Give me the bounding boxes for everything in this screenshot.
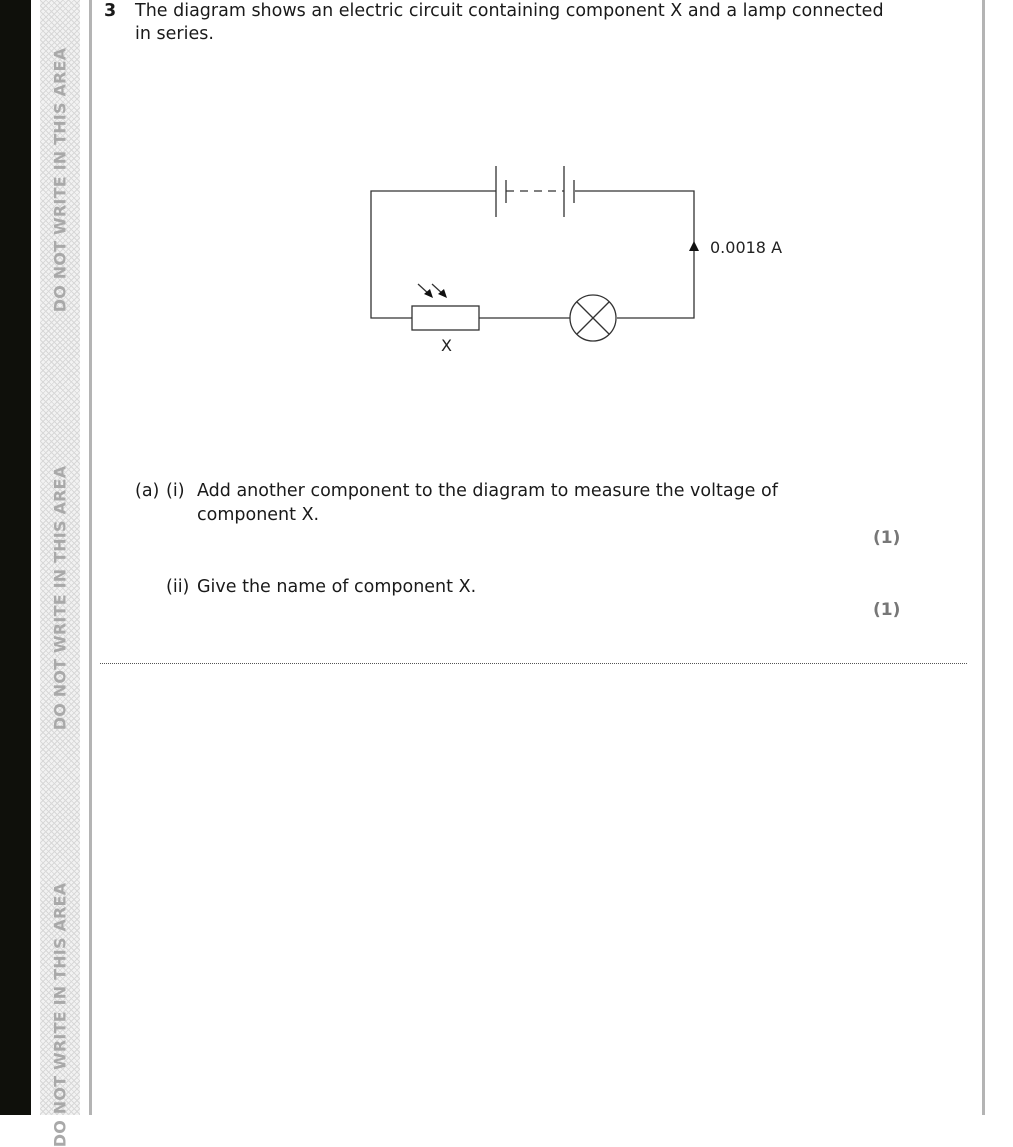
part-a-label: (a) [135,481,160,501]
part-a-i-text: component X. [197,505,320,525]
part-a-i-text: Add another component to the diagram to measure the voltage of [197,481,778,501]
margin-warning: DO NOT WRITE IN THIS AREA [50,882,70,1147]
part-a-ii-text: Give the name of component X. [197,577,477,597]
question-stem: The diagram shows an electric circuit containing component X and a lamp connected [135,1,884,21]
marks-a-ii: (1) [873,600,901,620]
wire [371,191,496,318]
current-arrow-icon [689,241,699,251]
question-number: 3 [104,1,117,21]
part-a-ii-label: (ii) [166,577,190,597]
part-a-i-label: (i) [166,481,185,501]
answer-line[interactable] [100,663,967,664]
margin-warning: DO NOT WRITE IN THIS AREA [50,465,70,731]
circuit-diagram [360,150,800,360]
margin-line [89,0,92,1115]
ldr-resistor [412,306,479,330]
page-edge [0,0,31,1115]
component-label: X [441,336,452,355]
marks-a-i: (1) [873,528,901,548]
question-stem: in series. [135,24,214,44]
current-label: 0.0018 A [710,238,783,257]
margin-warning: DO NOT WRITE IN THIS AREA [50,47,70,313]
right-border-line [982,0,985,1115]
